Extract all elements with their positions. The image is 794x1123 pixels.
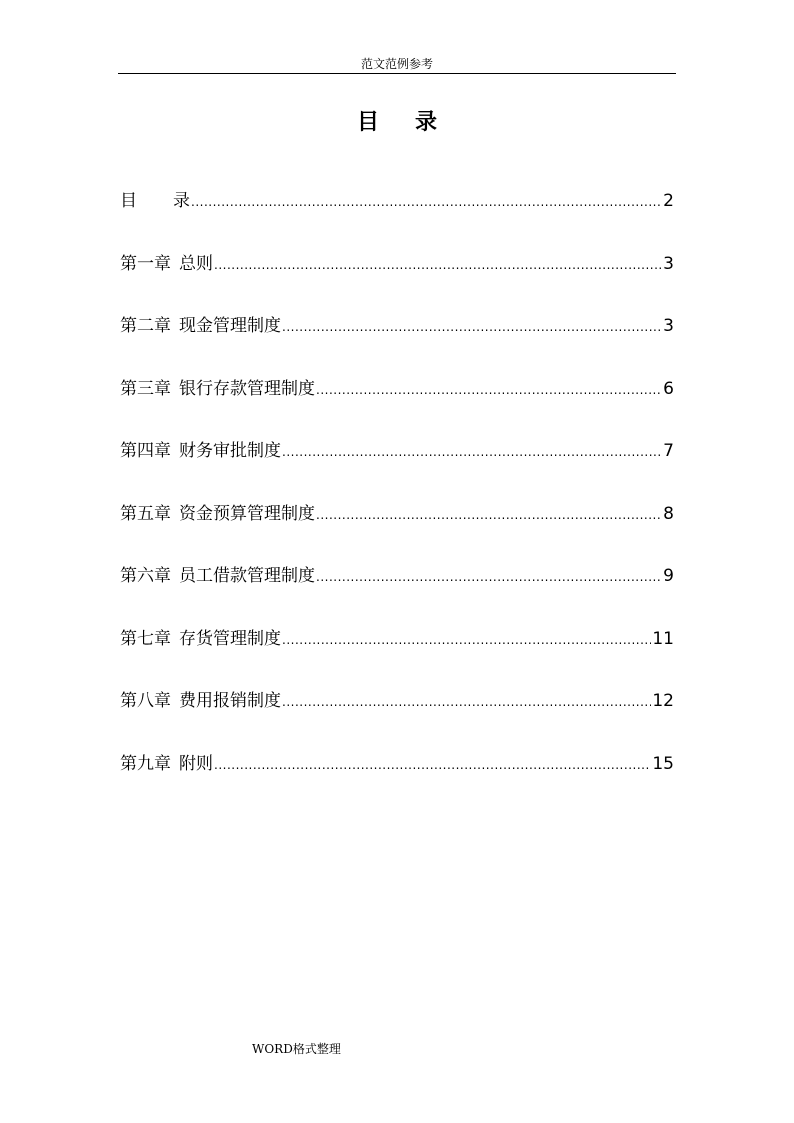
- toc-entry-label: [120, 374, 315, 404]
- toc-entry-chapter-2[interactable]: [120, 311, 674, 374]
- toc-chapter-title: 财务审批制度: [179, 441, 281, 461]
- toc-entry-label: [120, 749, 213, 779]
- toc-entry-label: [120, 186, 190, 216]
- running-footer: WORD格式整理: [252, 1042, 341, 1056]
- toc-chapter-title: 资金预算管理制度: [179, 503, 315, 524]
- toc-entry-label-char-2: 录: [173, 191, 190, 211]
- toc-chapter-number: 第七章: [120, 628, 171, 649]
- toc-list: [120, 186, 674, 811]
- toc-title-char-1: 目: [356, 110, 379, 135]
- toc-chapter-title: 总则: [179, 253, 213, 274]
- toc-page-number: 11: [652, 628, 674, 649]
- toc-entry-chapter-9[interactable]: [120, 749, 674, 812]
- dot-leader: [282, 687, 651, 717]
- toc-chapter-number: 第八章: [120, 691, 171, 711]
- dot-leader: [282, 625, 651, 655]
- toc-entry-chapter-8[interactable]: [120, 686, 674, 749]
- toc-chapter-number: 第九章: [120, 753, 171, 774]
- toc-chapter-number: 第五章: [120, 503, 171, 524]
- toc-entry-label: [120, 249, 213, 279]
- toc-page-number: 3: [663, 316, 674, 336]
- toc-chapter-title: 存货管理制度: [179, 628, 281, 649]
- dot-leader: [214, 750, 651, 780]
- toc-entry-chapter-3[interactable]: [120, 374, 674, 437]
- toc-chapter-title: 现金管理制度: [179, 316, 281, 336]
- dot-leader: [214, 250, 662, 280]
- dot-leader: [282, 312, 662, 342]
- toc-entry-contents[interactable]: [120, 186, 674, 249]
- toc-entry-chapter-6[interactable]: [120, 561, 674, 624]
- toc-entry-label: [120, 499, 315, 529]
- toc-chapter-number: 第二章: [120, 316, 171, 336]
- dot-leader: [282, 437, 662, 467]
- dot-leader: [316, 500, 662, 530]
- toc-entry-label: [120, 561, 315, 591]
- toc-chapter-number: 第四章: [120, 441, 171, 461]
- toc-chapter-number: 第三章: [120, 378, 171, 399]
- toc-entry-label: [120, 686, 281, 716]
- toc-page-number: 2: [663, 191, 674, 211]
- toc-entry-label: [120, 624, 281, 654]
- toc-chapter-title: 银行存款管理制度: [179, 378, 315, 399]
- dot-leader: [191, 187, 662, 217]
- toc-entry-label-char-1: 目: [120, 191, 137, 211]
- toc-title: [0, 108, 794, 138]
- toc-page-number: 7: [663, 441, 674, 461]
- toc-chapter-title: 附则: [179, 753, 213, 774]
- toc-chapter-title: 员工借款管理制度: [179, 566, 315, 586]
- dot-leader: [316, 562, 662, 592]
- toc-entry-chapter-1[interactable]: [120, 249, 674, 312]
- toc-page-number: 15: [652, 753, 674, 774]
- toc-entry-label: [120, 311, 281, 341]
- toc-page-number: 8: [663, 503, 674, 524]
- toc-page-number: 6: [663, 378, 674, 399]
- dot-leader: [316, 375, 662, 405]
- toc-chapter-number: 第六章: [120, 566, 171, 586]
- toc-entry-chapter-5[interactable]: [120, 499, 674, 562]
- running-header: 范文范例参考: [360, 57, 433, 71]
- toc-page-number: 12: [652, 691, 674, 711]
- toc-entry-chapter-4[interactable]: [120, 436, 674, 499]
- toc-entry-label: [120, 436, 281, 466]
- toc-title-char-2: 录: [415, 110, 438, 135]
- toc-chapter-number: 第一章: [120, 253, 171, 274]
- header-rule: [118, 73, 676, 74]
- toc-page-number: 9: [663, 566, 674, 586]
- toc-page-number: 3: [663, 253, 674, 274]
- toc-chapter-title: 费用报销制度: [179, 691, 281, 711]
- toc-entry-chapter-7[interactable]: [120, 624, 674, 687]
